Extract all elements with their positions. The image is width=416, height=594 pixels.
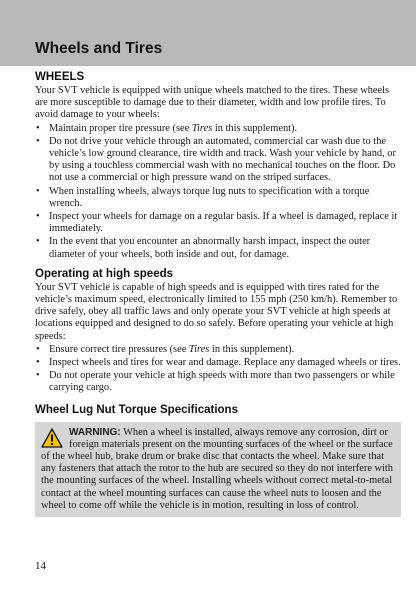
speed-list: [35, 344, 401, 395]
warning-box: [35, 422, 401, 517]
heading-wheels: WHEELS: [35, 71, 85, 83]
warning-text: When a wheel is installed, always remove any corrosion, dirt or foreign materials present on the mounting surfaces of the wheel or the surface of the wheel hub, brake drum or brake disc that contacts the wheel. Make sure that any fasteners that attach the rotor to the hub are secured so they do not interfere with the mounting surfaces of the wheel. Installing wheels without correct metal-to-metal contact at the wheel mounting surfaces can cause the wheel nuts to loosen and the wheel to come off while the vehicle is in motion, resulting in loss of control.: [41, 426, 393, 511]
page-number: 14: [35, 560, 46, 572]
heading-high-speeds: Operating at high speeds: [35, 267, 174, 280]
warning-label: WARNING:: [69, 426, 121, 438]
list-item: • Ensure correct tire pressures (see Tires in this supplement).: [36, 343, 295, 355]
list-item: • Inspect wheels and tires for wear and damage. Replace any damaged wheels or tires.: [36, 357, 401, 369]
list-item: • When installing wheels, always torque lug nuts to specification with a torque wrench.: [36, 185, 370, 209]
list-item: • Do not operate your vehicle at high speeds with more than two passengers or while carrying cargo.: [36, 370, 395, 394]
list-item: • Maintain proper tire pressure (see Tires in this supplement).: [36, 122, 298, 134]
bullet-icon: •: [36, 185, 40, 197]
list-item: • Inspect your wheels for damage on a regular basis. If a wheel is damaged, replace it immediately.: [36, 211, 398, 235]
speed-intro: Your SVT vehicle is capable of high speeds and is equipped with tires rated for the vehicle’s maximum speed, electronically limited to 155 mph (250 km/h). Remember to drive safely, obey all traffic laws and only operate your SVT vehicle at high speeds at locations equipped and designed to do so safely. Before operating your vehicle at high speeds:: [35, 281, 398, 342]
bullet-icon: •: [36, 211, 40, 223]
wheels-list: [35, 123, 401, 261]
page-content: [35, 70, 401, 517]
bullet-icon: •: [36, 236, 40, 248]
list-item: • Do not drive your vehicle through an automated, commercial car wash due to the vehicle’s low ground clearance, tire width and track. Wash your vehicle by hand, or by using a touchless commercial wash with no mechanical touches on the floor. Do not use a commercial or high pressure wand on the striped surfaces.: [36, 135, 396, 184]
bullet-icon: •: [36, 370, 40, 382]
heading-lug-nut-torque: Wheel Lug Nut Torque Specifications: [35, 403, 238, 416]
bullet-icon: •: [36, 135, 40, 147]
warning-triangle-icon: [41, 428, 63, 448]
list-item: • In the event that you encounter an abnormally harsh impact, inspect the outer diameter of your wheels, both inside and out, for damage.: [36, 236, 371, 260]
section-title: Wheels and Tires: [35, 40, 163, 57]
wheels-intro: Your SVT vehicle is equipped with unique wheels matched to the tires. These wheels are more susceptible to damage due to their diameter, width and low profile tires. To avoid damage to your wheels:: [35, 85, 390, 121]
bullet-icon: •: [36, 122, 40, 134]
bullet-icon: •: [36, 357, 40, 369]
bullet-icon: •: [36, 343, 40, 355]
